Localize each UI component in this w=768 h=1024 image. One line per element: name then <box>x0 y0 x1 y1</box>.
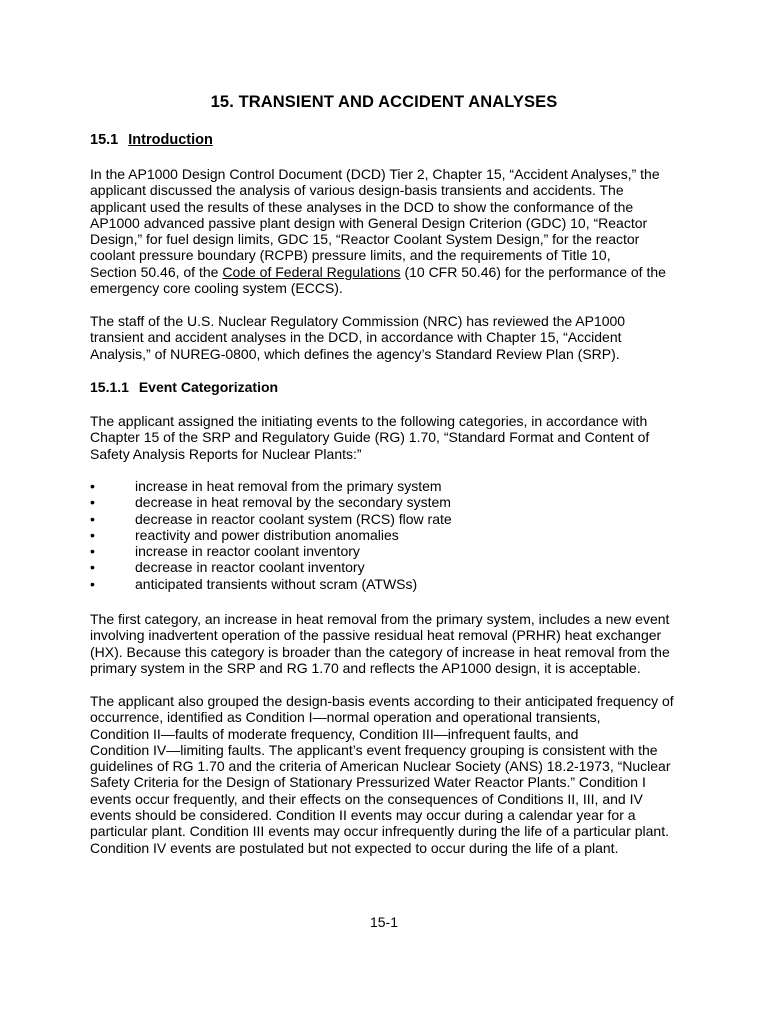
section-heading-15-1 <box>90 132 213 148</box>
subsection-heading-15-1-1 <box>90 379 278 395</box>
list-item <box>90 478 452 494</box>
subsection-number: 15.1.1 <box>90 379 129 395</box>
list-item <box>90 494 452 510</box>
section-title: Introduction <box>128 132 213 148</box>
list-item-text: anticipated transients without scram (ATWSs) <box>135 575 418 592</box>
list-item-text: decrease in reactor coolant inventory <box>135 559 365 576</box>
list-item <box>90 543 452 559</box>
list-item-text: decrease in heat removal by the secondary system <box>135 494 451 511</box>
list-item <box>90 576 452 592</box>
chapter-title: 15. TRANSIENT AND ACCIDENT ANALYSES <box>210 93 558 111</box>
first-category-paragraph: The first category, an increase in heat removal from the primary system, includes a new event involving inadvertent operation of the passive residual heat removal (PRHR) heat exchanger (HX). Because this category is broader than the category of increase in heat removal from the primary system in the SRP and RG 1.70 and reflects the AP1000 design, it is acceptable. <box>90 611 670 676</box>
page-number: 15-1 <box>369 914 399 930</box>
section-number: 15.1 <box>90 132 119 148</box>
list-item-text: reactivity and power distribution anomalies <box>135 526 399 543</box>
bullet-icon: • <box>90 510 95 527</box>
list-item-text: increase in reactor coolant inventory <box>135 543 360 560</box>
frequency-grouping-paragraph: The applicant also grouped the design-basis events according to their anticipated frequency of occurrence, identified as Condition I—normal operation and operational transients, Condition II—faults of moderate frequency, Condition III—infrequent faults, and Condition IV—limiting faults. The applicant’s event frequency grouping is consistent with the guidelines of RG 1.70 and the criteria of American Nuclear Society (ANS) 18.2-1973, “Nuclear Safety Criteria for the Design of Stationary Pressurized Water Reactor Plants.” Condition I events occur frequently, and their effects on the consequences of Conditions II, III, and IV events should be considered. Condition II events may occur during a calendar year for a particular plant. Condition III events may occur infrequently during the life of a particular plant. Condition IV events are postulated but not expected to occur during the life of a plant. <box>90 693 674 856</box>
list-item-text: decrease in reactor coolant system (RCS) flow rate <box>135 510 452 527</box>
category-list <box>90 478 452 592</box>
bullet-icon: • <box>90 543 95 560</box>
categorization-paragraph: The applicant assigned the initiating events to the following categories, in accordance with Chapter 15 of the SRP and Regulatory Guide (RG) 1.70, “Standard Format and Content of Safety Analysis Reports for Nuclear Plants:” <box>90 413 650 462</box>
bullet-icon: • <box>90 478 95 494</box>
list-item-text: increase in heat removal from the primary system <box>135 478 442 494</box>
bullet-icon: • <box>90 526 95 543</box>
bullet-icon: • <box>90 494 95 511</box>
list-item <box>90 527 452 543</box>
intro-text-part-1: In the AP1000 Design Control Document (DCD) Tier 2, Chapter 15, “Accident Analyses,” the applicant discussed the analysis of various design-basis transients and accidents. The applicant used the results of these analyses in the DCD to show the conformance of the AP1000 advanced passive plant design with General Design Criterion (GDC) 10, “Reactor Design,” for fuel design limits, GDC 15, “Reactor Coolant System Design,” for the reactor coolant pressure boundary (RCPB) pressure limits, and the requirements of Title 10, Section 50.46, of the <box>90 166 660 280</box>
intro-paragraph-2: The staff of the U.S. Nuclear Regulatory Commission (NRC) has reviewed the AP1000 transient and accident analyses in the DCD, in accordance with Chapter 15, “Accident Analysis,” of NUREG-0800, which defines the agency’s Standard Review Plan (SRP). <box>90 313 626 362</box>
list-item <box>90 511 452 527</box>
list-item <box>90 559 452 575</box>
bullet-icon: • <box>90 559 95 576</box>
intro-paragraph-1 <box>90 166 680 296</box>
subsection-title: Event Categorization <box>138 379 279 395</box>
intro-text-part-2: (10 CFR 50.46) for the performance of the emergency core cooling system (ECCS). <box>90 263 666 297</box>
cfr-reference: Code of Federal Regulations <box>222 263 401 280</box>
bullet-icon: • <box>90 575 95 592</box>
